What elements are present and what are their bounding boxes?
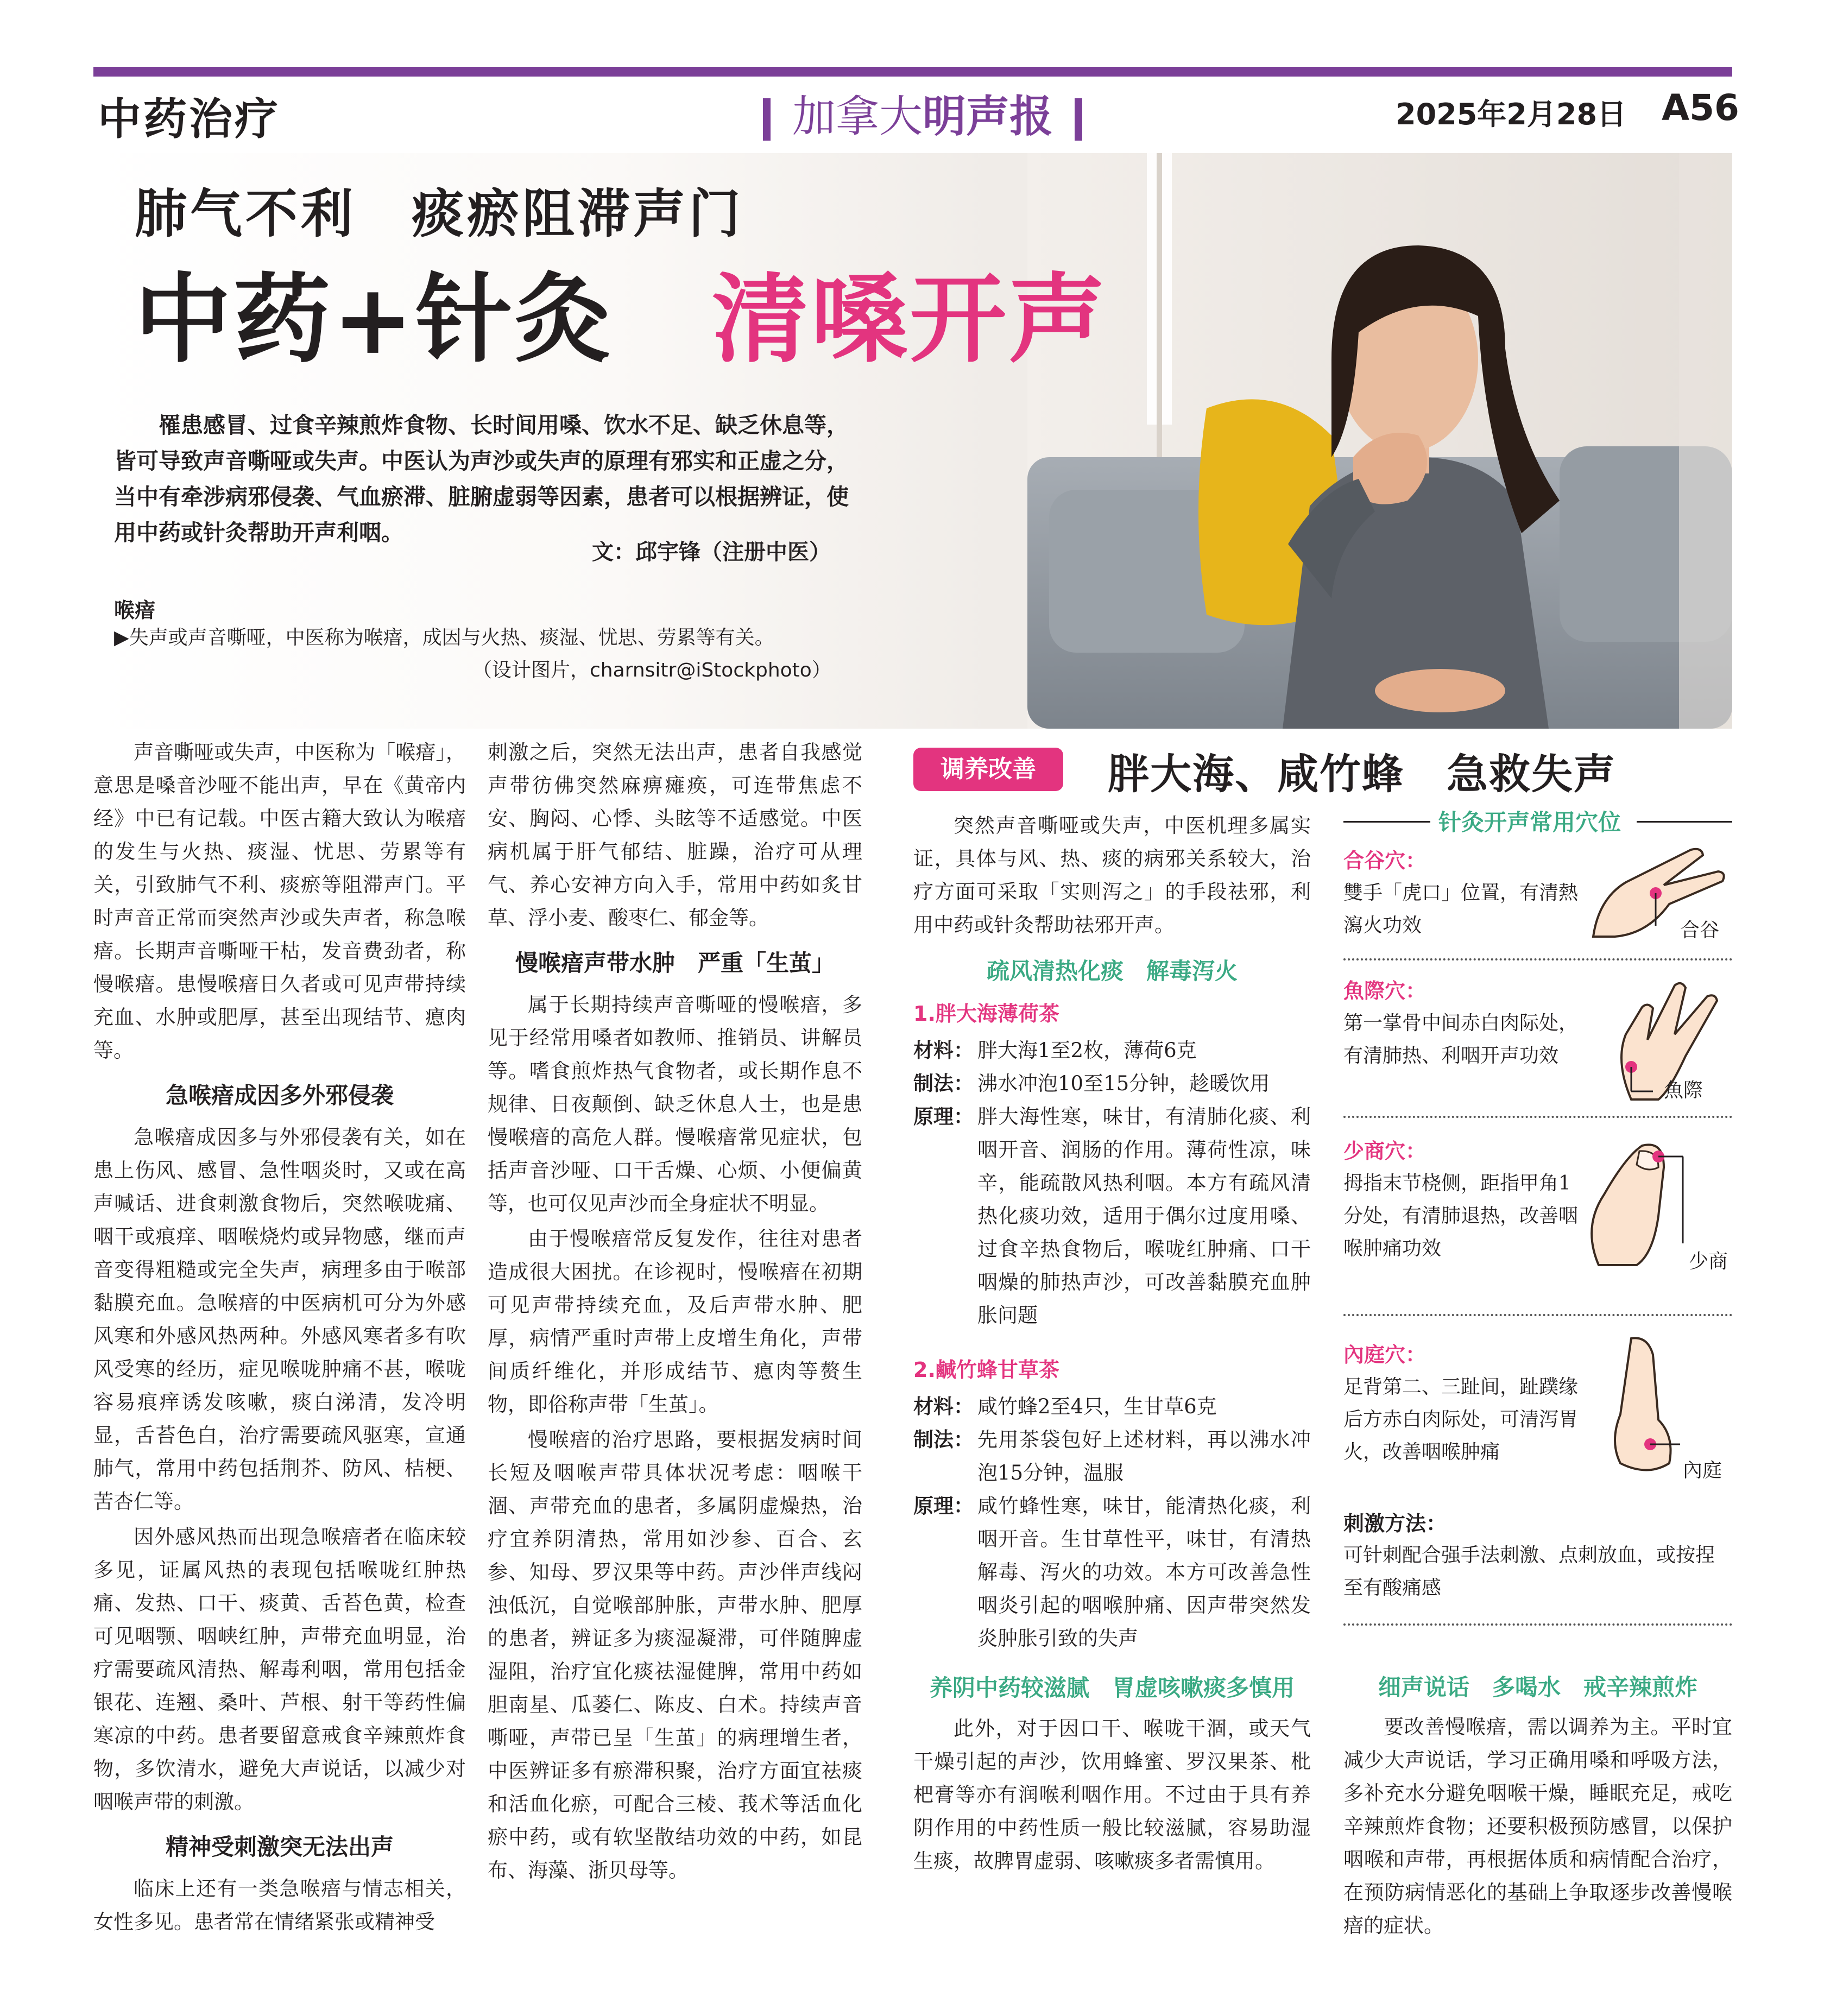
acupoint-label: 少商 [1689,1250,1728,1273]
acupoint-label: 魚際 [1664,1079,1703,1102]
article-subtitle: 肺气不利 痰瘀阻滞声门 [135,183,744,244]
acupoint-desc: 雙手「虎口」位置，有清熱瀉火功效 [1343,882,1579,937]
section-name: 中药治疗 [98,93,280,144]
paragraph: 刺激之后，突然无法出声，患者自我感觉声带彷佛突然麻痹瘫痪，可连带焦虑不安、胸闷、心悸、头眩等不适感觉。中医病机属于肝气郁结、脏躁，治疗可从理气、养心安神方向入手，常用中药如炙甘草、浮小麦、酸枣仁、郁金等。 [488,741,862,930]
acupoint-label: 內庭 [1683,1459,1722,1482]
title-part-pink: 清嗓开声 [712,262,1108,376]
dotted-divider [1343,1314,1732,1316]
recipe-row [913,1100,1311,1332]
green-heading: 疏风清热化痰 解毒泻火 [986,958,1238,984]
section-heading: 慢喉瘖声带水肿 严重「生茧」 [515,950,835,976]
acupoint-name: 少商穴： [1343,1139,1427,1163]
page-number: A56 [1662,87,1739,129]
remedy-column [913,809,1311,1878]
stimulation-text: 可针刺配合强手法刺激、点刺放血，或按捏至有酸痛感 [1343,1544,1715,1599]
dotted-divider [1343,1623,1732,1626]
thumb-icon [1582,1135,1691,1271]
top-rule [93,67,1732,77]
acupoint-desc: 足背第二、三趾间，趾蹼缘后方赤白肉际处，可清泻胃火，改善咽喉肿痛 [1343,1376,1579,1463]
row-value: 先用茶袋包好上述材料，再以沸水冲泡15分钟，温服 [977,1428,1311,1484]
acupoint-shaoshang [1343,1135,1732,1273]
masthead-bar-left [763,98,771,141]
masthead-bar-right [1075,98,1082,141]
acupoint-hegu [1343,844,1732,942]
paragraph: 急喉瘖成因多与外邪侵袭有关，如在患上伤风、感冒、急性咽炎时，又或在高声喊话、进食刺激食物后，突然喉咙痛、咽干或痕痒、咽喉烧灼或异物感，继而声音变得粗糙或完全失声，病理多由于喉部黏膜充血。急喉瘖的中医病机可分为外感风寒和外感风热两种。外感风寒者多有吹风受寒的经历，症见喉咙肿痛不甚，喉咙容易痕痒诱发咳嗽，痰白涕清，发冷明显，舌苔色白，治疗需要疏风驱寒，宣通肺气，常用中药包括荆芥、防风、桔梗、苦杏仁等。 [93,1126,466,1513]
title-rule-left [1343,821,1430,823]
recipe-title: 2.鹹竹蜂甘草茶 [913,1358,1059,1382]
stimulation-title: 刺激方法： [1343,1512,1447,1535]
body-column-2 [488,736,862,1889]
acupoint-name: 合谷穴： [1343,849,1427,873]
paragraph: 突然声音嘶哑或失声，中医机理多属实证，具体与风、热、痰的病邪关系较大，治疗方面可采取「实则泻之」的手段祛邪，利用中药或针灸帮助祛邪开声。 [913,814,1311,937]
acupoint-desc: 拇指末节桡侧，距指甲角1分处，有清肺退热，改善咽喉肿痛功效 [1343,1172,1579,1260]
row-value: 沸水冲泡10至15分钟，趁暖饮用 [977,1072,1270,1095]
row-value: 胖大海1至2枚，薄荷6克 [977,1039,1197,1062]
dotted-divider [1343,958,1732,960]
article-title [135,242,1107,381]
row-value: 胖大海性寒，味甘，有清肺化痰、利咽开音、润肠的作用。薄荷性凉，味辛，能疏散风热利咽。本方有疏风清热化痰功效，适用于偶尔过度用嗓、过食辛热食物后，喉咙红肿痛、口干咽燥的肺热声沙，可改善黏膜充血肿胀问题 [977,1105,1311,1327]
byline: 文：邱宇锋（注册中医） [592,539,831,565]
paragraph: 因外感风热而出现急喉瘖者在临床较多见，证属风热的表现包括喉咙红肿热痛、发热、口干、痰黄、舌苔色黄，检查可见咽颚、咽峡红肿，声带充血明显，治疗需要疏风清热、解毒利咽，常用包括金银花、连翘、桑叶、芦根、射干等药性偏寒凉的中药。患者要留意戒食辛辣煎炸食物，多饮清水，避免大声说话，以减少对咽喉声带的刺激。 [93,1525,466,1813]
care-paragraph: 要改善慢喉瘖，需以调养为主。平时宜减少大声说话，学习正确用嗓和呼吸方法，多补充水分避免咽喉干燥，睡眠充足，戒吃辛辣煎炸食物；还要积极预防感冒，以保护咽喉和声带，再根据体质和病情配合治疗，在预防病情恶化的基础上争取逐步改善慢喉瘖的症状。 [1343,1715,1732,1937]
green-heading: 养阴中药较滋腻 胃虚咳嗽痰多慎用 [929,1674,1295,1701]
photo-caption [114,622,874,687]
right-section-title: 胖大海、咸竹蜂 急救失声 [1108,750,1616,798]
row-key: 材料： [913,1394,974,1418]
title-part-black: 中药+针灸 [135,262,614,376]
acupoint-box-title [1343,805,1732,837]
dotted-divider [1343,1116,1732,1118]
acupoint-title-text: 针灸开声常用穴位 [1438,809,1621,836]
row-key: 制法： [913,1071,974,1095]
paragraph: 属于长期持续声音嘶哑的慢喉瘖，多见于经常用嗓者如教师、推销员、讲解员等。嗜食煎炸热气食物者，或长期作息不规律、日夜颠倒、缺乏休息人士，也是患慢喉瘖的高危人群。慢喉瘖常见症状，包括声音沙哑、口干舌燥、心烦、小便偏黄等，也可仅见声沙而全身症状不明显。 [488,993,862,1215]
paragraph: 临床上还有一类急喉瘖与情志相关，女性多见。患者常在情绪紧张或精神受 [93,1877,466,1933]
paragraph: 此外，对于因口干、喉咙干涸，或天气干燥引起的声沙，饮用蜂蜜、罗汉果茶、枇杷膏等亦有润喉利咽作用。不过由于具有养阴作用的中药性质一般比较滋腻，容易助湿生痰，故脾胃虚弱、咳嗽痰多者需慎用。 [913,1717,1311,1873]
masthead-country: 加拿大 [792,91,923,142]
recipe-title: 1.胖大海薄荷茶 [913,1002,1059,1026]
paragraph: 慢喉瘖的治疗思路，要根据发病时间长短及咽喉声带具体状况考虑：咽喉干涸、声带充血的患者，多属阴虚燥热，治疗宜养阴清热，常用如沙参、百合、玄参、知母、罗汉果等中药。声沙伴声线闷浊低沉，自觉喉部肿胀，声带水肿、肥厚的患者，辨证多为痰湿凝滞，可伴随脾虚湿阻，治疗宜化痰祛湿健脾，常用中药如胆南星、瓜蒌仁、陈皮、白术。持续声音嘶哑，声带已呈「生茧」的病理增生者，中医辨证多有瘀滞积聚，治疗方面宜祛痰和活血化瘀，可配合三棱、莪术等活血化瘀中药，或有软坚散结功效的中药，如昆布、海藻、浙贝母等。 [488,1428,862,1882]
row-key: 材料： [913,1038,974,1062]
body-column-1 [93,736,466,1941]
paragraph: 由于慢喉瘖常反复发作，往往对患者造成很大困扰。在诊视时，慢喉瘖在初期可见声带持续充血，及后声带水肿、肥厚，病情严重时声带上皮增生角化，声带间质纤维化，并形成结节、瘜肉等赘生物，即俗称声带「生茧」。 [488,1227,862,1416]
acupoint-neiting [1343,1338,1732,1482]
caption-title: 喉瘖 [114,598,156,622]
caption-text: ▶失声或声音嘶哑，中医称为喉瘖，成因与火热、痰湿、忧思、劳累等有关。 [114,627,774,649]
masthead [741,81,1104,144]
section-heading: 急喉瘖成因多外邪侵袭 [165,1082,394,1109]
row-key: 原理： [913,1104,974,1128]
acupoint-desc: 第一掌骨中间赤白肉际处，有清肺热、利咽开声功效 [1343,1012,1579,1067]
row-value: 咸竹蜂2至4只，生甘草6克 [977,1395,1217,1418]
row-key: 原理： [913,1494,974,1518]
care-heading: 细声说话 多喝水 戒辛辣煎炸 [1378,1674,1697,1701]
row-value: 咸竹蜂性寒，味甘，能清热化痰，利咽开音。生甘草性平，味甘，有清热解毒、泻火的功效。本方可改善急性咽炎引起的咽喉肿痛、因声带突然发炎肿胀引致的失声 [977,1494,1311,1650]
recipe-row [913,1390,1311,1423]
section-heading: 精神受刺激突无法出声 [165,1834,394,1860]
acupoint-name: 魚際穴： [1343,979,1427,1003]
recipe-row [913,1423,1311,1489]
recipe-row [913,1034,1311,1067]
intro-paragraph: 罹患感冒、过食辛辣煎炸食物、长时间用嗓、饮水不足、缺乏休息等，皆可导致声音嘶哑或失声。中医认为声沙或失声的原理有邪实和正虚之分，当中有牵涉病邪侵袭、气血瘀滞、脏腑虚弱等因素，患者可以根据辨证，使用中药或针灸帮助开声利咽。 [114,412,849,546]
masthead-name: 明声报 [923,91,1053,142]
acupoint-label: 合谷 [1680,919,1720,941]
paragraph: 声音嘶哑或失声，中医称为「喉瘖」，意思是嗓音沙哑不能出声，早在《黄帝内经》中已有记载。中医古籍大致认为喉瘖的发生与火热、痰湿、忧思、劳累等有关，引致肺气不利、痰瘀等阻滞声门。平时声音正常而突然声沙或失声者，称急喉瘖。长期声音嘶哑干枯，发音费劲者，称慢喉瘖。患慢喉瘖日久者或可见声带持续充血、水肿或肥厚，甚至出现结节、瘜肉等。 [93,741,466,1062]
issue-date: 2025年2月28日 [1396,97,1627,131]
woman-sore-throat-photo [1027,153,1732,729]
acupoint-yuji [1343,975,1732,1102]
recipe-row [913,1489,1311,1655]
recipe-row [913,1067,1311,1100]
row-key: 制法： [913,1427,974,1451]
section-tag: 调养改善 [913,748,1063,791]
acupoint-name: 內庭穴： [1343,1343,1427,1367]
title-rule-right [1637,821,1732,823]
photo-credit: （设计图片，charnsitr@iStockphoto） [472,659,831,681]
